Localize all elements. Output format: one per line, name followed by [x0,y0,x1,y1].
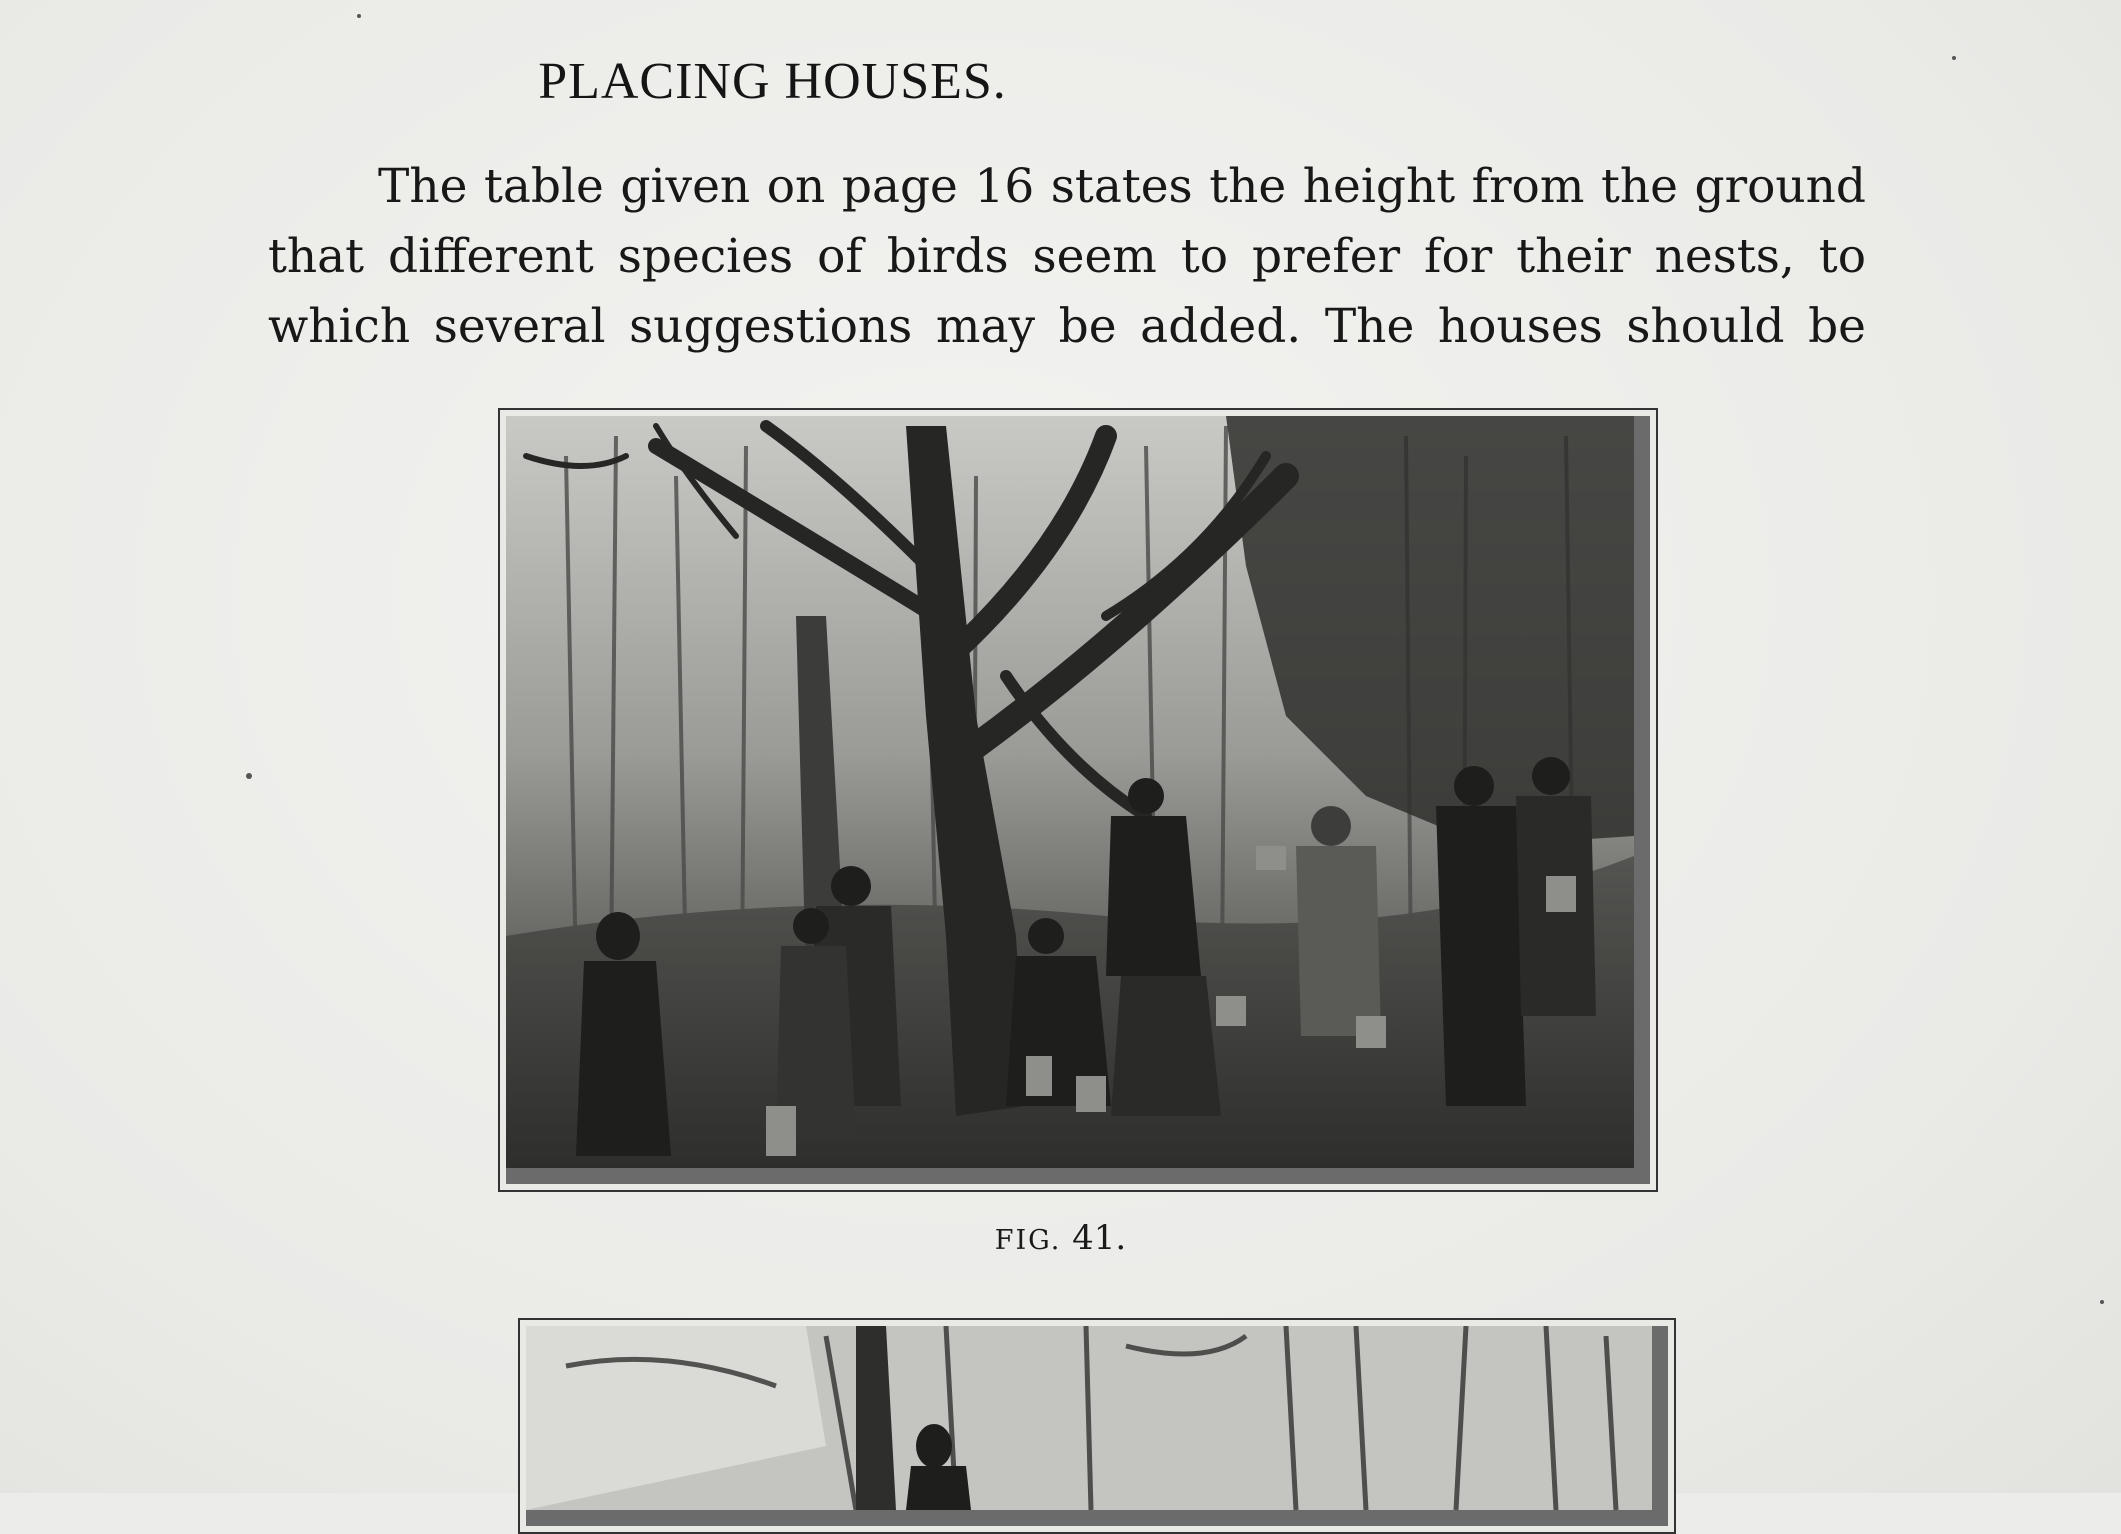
paper-speck [357,14,361,18]
figure-42-photo [526,1326,1668,1526]
page-heading: PLACING HOUSES. [538,53,1007,110]
figure-caption-label: FIG. [994,1225,1062,1256]
figure-caption-number: 41. [1072,1218,1127,1258]
figure-41-frame [498,408,1658,1192]
forest-scene-image [506,416,1634,1168]
paragraph-line-1: The table given on page 16 states the height from the ground [378,159,1866,214]
paragraph-line-3: which several suggestions may be added. The houses should be [268,299,1866,354]
body-paragraph [268,152,1866,362]
paper-speck [246,773,252,779]
figure-41-photo [506,416,1650,1184]
paragraph-line-2: that different species of birds seem to prefer for their nests, to [268,229,1866,284]
paper-speck [2100,1300,2104,1304]
figure-42-frame [518,1318,1676,1534]
paper-speck [1952,56,1956,60]
figure-41-caption [0,1218,2121,1258]
forest-scene-image-2 [526,1326,1652,1510]
